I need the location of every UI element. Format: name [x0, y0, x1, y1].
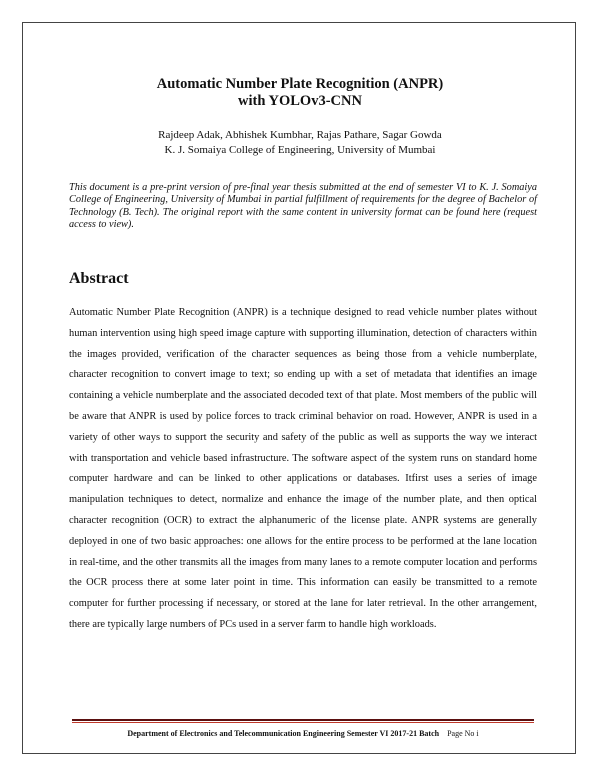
- footer-page-number: Page No i: [447, 729, 479, 738]
- footer-rule-dark: [72, 719, 534, 721]
- title-line-2: with YOLOv3-CNN: [238, 93, 362, 109]
- author-names: Rajdeep Adak, Abhishek Kumbhar, Rajas Pathare, Sagar Gowda: [158, 129, 442, 141]
- preprint-note: This document is a pre-print version of pre-final year thesis submitted at the end of semester VI to K. J. Somaiya College of Engineering, University of Mumbai in partial fulfillment of requirements for the degree of Bachelor of Technology (B. Tech). The original report with the same content in university format can be found here (request access to view).: [69, 182, 537, 231]
- abstract-body: Automatic Number Plate Recognition (ANPR) is a technique designed to read vehicle number plates without human intervention using high speed image capture with supporting illumination, detection of characters within the images provided, verification of the character sequences as being those from a vehicle numberplate, character recognition to convert image to text; so ending up with a set of metadata that identifies an image containing a vehicle numberplate and the associated decoded text of that plate. Most members of the public will be aware that ANPR is used by police forces to track criminal behavior on road. However, ANPR is used in a variety of other ways to support the security and safety of the public as well as supports the way we interact with transportation and vehicle based infrastructure. The software aspect of the system runs on standard home computer hardware and can be linked to other applications or databases. Itfirst uses a series of image manipulation techniques to detect, normalize and enhance the image of the number plate, and then optical character recognition (OCR) to extract the alphanumeric of the license plate. ANPR systems are generally deployed in one of two basic approaches: one allows for the entire process to be performed at the lane location in real-time, and the other transmits all the images from many lanes to a remote computer location and performs the OCR process there at some later point in time. This information can easily be transmitted to a remote computer for further processing if necessary, or stored at the lane for later retrieval. In the other arrangement, there are typically large numbers of PCs used in a server farm to handle high workloads.: [69, 307, 537, 630]
- author-affiliation: K. J. Somaiya College of Engineering, University of Mumbai: [164, 144, 436, 156]
- page-footer: [72, 729, 534, 739]
- footer-department: Department of Electronics and Telecommunication Engineering Semester VI 2017-21 Batch: [127, 729, 440, 738]
- title-line-1: Automatic Number Plate Recognition (ANPR): [156, 76, 444, 92]
- abstract-heading: Abstract: [69, 270, 129, 287]
- author-block: [60, 128, 540, 158]
- document-title: [60, 76, 540, 110]
- footer-rule-red: [72, 722, 534, 723]
